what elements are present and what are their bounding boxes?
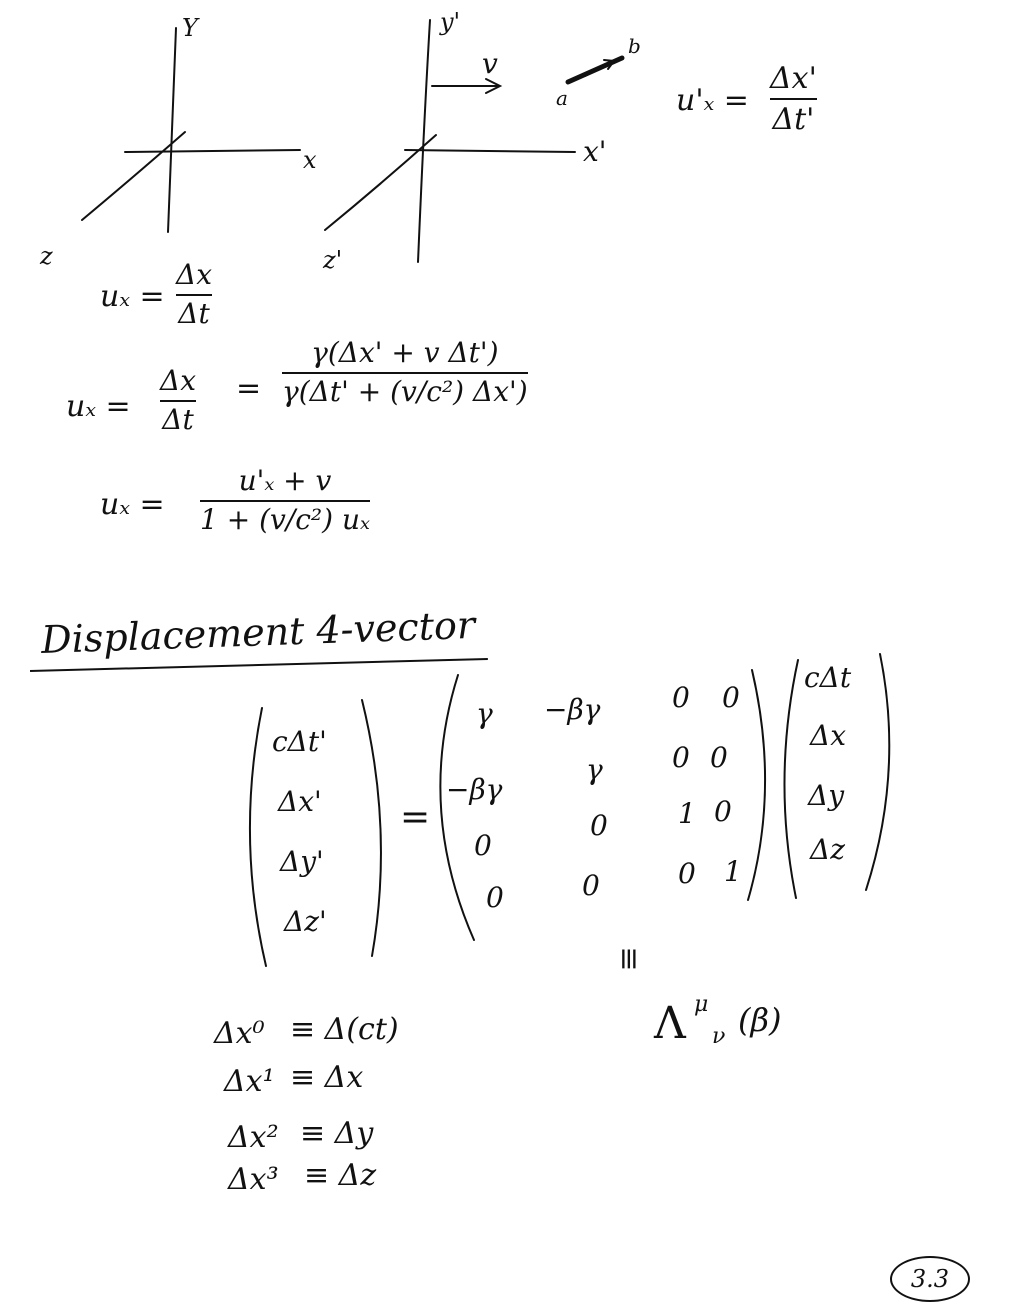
ux-expand-numerator-1: Δx	[160, 364, 197, 397]
definition-rhs: ≡ Δ(ct)	[290, 1012, 399, 1047]
definition-rhs: ≡ Δy	[300, 1116, 374, 1151]
lhs-vector-entry: cΔt'	[272, 725, 327, 758]
ux-result-lhs: uₓ =	[100, 487, 165, 522]
ux-def-numerator: Δx	[176, 258, 213, 291]
frame-s-prime-z-label: z'	[323, 246, 343, 274]
ux-expand-numerator-2: γ(Δx' + v Δt')	[311, 336, 499, 369]
definition-lhs: Δx³	[228, 1162, 279, 1197]
ux-result-denominator: 1 + (v/c²) uₓ	[200, 502, 370, 536]
rhs-vector-entry: cΔt	[804, 661, 852, 694]
frame-s-y-axis	[168, 28, 176, 232]
fraction-bar	[770, 98, 817, 100]
ux-prime-fraction	[770, 62, 817, 136]
matrix-entry: 0	[678, 857, 696, 890]
rod-end-a-label: a	[556, 86, 568, 110]
ux-result-numerator: u'ₓ + v	[238, 464, 332, 497]
matrix-entry: 0	[582, 869, 600, 902]
ux-expand-fraction-1	[160, 366, 196, 436]
matrix-entry: 0	[590, 809, 608, 842]
rhs-vector-left-paren	[784, 660, 798, 898]
section-heading: Displacement 4-vector	[40, 602, 476, 662]
frame-s-x-axis	[125, 150, 300, 152]
frame-s-x-label: x	[303, 146, 317, 174]
fraction-bar	[160, 400, 196, 402]
definition-rhs: ≡ Δz	[304, 1158, 377, 1193]
matrix-entry: γ	[586, 753, 603, 786]
frame-s-prime-x-label: x'	[583, 135, 607, 168]
matrix-entry: 0	[710, 741, 728, 774]
fraction-bar	[176, 294, 212, 296]
fraction-bar	[200, 500, 370, 502]
ux-expand-fraction-2	[282, 338, 528, 408]
lhs-vector-left-paren	[250, 708, 266, 966]
rhs-vector-entry: Δx	[810, 719, 847, 752]
velocity-label: v	[482, 47, 498, 80]
matrix-entry: 1	[678, 797, 696, 830]
ux-expand-denominator-1: Δt	[162, 402, 194, 436]
ux-def-lhs: uₓ =	[100, 279, 165, 314]
rod-end-b-label: b	[628, 34, 641, 58]
definition-lhs: Δx¹	[224, 1064, 275, 1099]
frame-s-z-label: z	[40, 242, 53, 270]
matrix-equals-sign: =	[400, 797, 431, 838]
ux-prime-lhs: u'ₓ =	[676, 83, 749, 118]
matrix-entry: −βγ	[446, 773, 503, 806]
matrix-entry: 0	[672, 681, 690, 714]
lambda-symbol: Λ	[654, 998, 686, 1049]
matrix-entry: 0	[714, 795, 732, 828]
ux-expand-denominator-2: γ(Δt' + (v/c²) Δx')	[282, 374, 528, 408]
lhs-vector-entry: Δy'	[280, 845, 324, 878]
matrix-entry: 1	[724, 855, 742, 888]
definition-lhs: Δx²	[228, 1120, 279, 1155]
matrix-right-paren	[748, 670, 765, 900]
ux-prime-denominator: Δt'	[772, 102, 815, 137]
identity-symbol: ≡	[611, 946, 647, 972]
matrix-entry: 0	[486, 881, 504, 914]
lambda-subscript: ν	[712, 1024, 726, 1049]
matrix-entry: −βγ	[544, 693, 601, 726]
lhs-vector-right-paren	[362, 700, 381, 956]
lhs-vector-entry: Δx'	[278, 785, 322, 818]
ux-result-fraction	[200, 466, 370, 536]
lambda-superscript: μ	[694, 992, 709, 1017]
ux-expand-lhs: uₓ =	[66, 389, 131, 424]
frame-s-prime-y-label: y'	[440, 8, 461, 36]
ux-prime-numerator: Δx'	[770, 61, 817, 96]
definition-lhs: Δx⁰	[214, 1016, 265, 1051]
definition-rhs: ≡ Δx	[290, 1060, 364, 1095]
matrix-entry: 0	[722, 681, 740, 714]
matrix-entry: 0	[672, 741, 690, 774]
ux-expand-equals: =	[236, 371, 262, 406]
rhs-vector-right-paren	[866, 654, 889, 890]
frame-s-prime-x-axis	[405, 150, 575, 152]
matrix-entry: 0	[474, 829, 492, 862]
matrix-entry: γ	[476, 697, 493, 730]
lambda-argument: (β)	[738, 1001, 782, 1039]
ux-def-fraction	[176, 260, 212, 330]
lhs-vector-entry: Δz'	[284, 905, 327, 938]
page-number: 3.3	[890, 1256, 970, 1302]
rhs-vector-entry: Δz	[810, 833, 845, 866]
frame-s-y-label: Y	[182, 14, 198, 42]
ux-def-denominator: Δt	[178, 296, 210, 330]
matrix-left-paren	[440, 675, 474, 940]
fraction-bar	[282, 372, 528, 374]
rhs-vector-entry: Δy	[808, 779, 845, 812]
